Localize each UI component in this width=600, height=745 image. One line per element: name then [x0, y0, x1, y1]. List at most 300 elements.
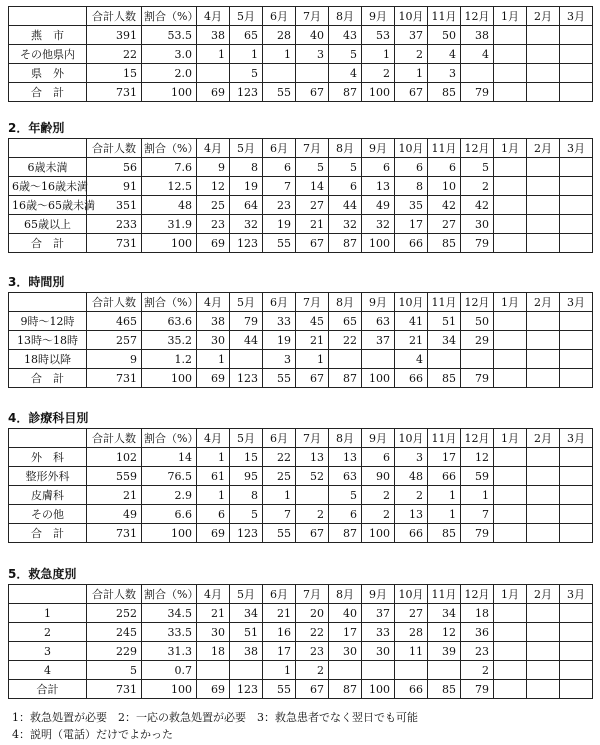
section-title-time: 3．時間別: [8, 275, 65, 289]
table-cell: 9: [197, 158, 230, 177]
table-cell: [527, 158, 560, 177]
table-cell: [527, 177, 560, 196]
table-cell: 44: [230, 331, 263, 350]
table-cell: 12: [461, 448, 494, 467]
table-cell: [494, 196, 527, 215]
table-cell: 55: [263, 83, 296, 102]
table-cell: 61: [197, 467, 230, 486]
table-cell: [560, 312, 593, 331]
table-cell: 23: [197, 215, 230, 234]
table-cell: [527, 524, 560, 543]
table-row: [9, 604, 593, 623]
table-cell: 123: [230, 680, 263, 699]
table-cell: 2: [296, 661, 329, 680]
column-header: 9月: [362, 139, 395, 158]
table-cell: 6: [395, 158, 428, 177]
table-cell: 1: [230, 45, 263, 64]
table-row: [9, 486, 593, 505]
table-cell: [527, 623, 560, 642]
table-cell: 1: [428, 486, 461, 505]
table-cell: 17: [395, 215, 428, 234]
table-cell: 4: [461, 45, 494, 64]
table-cell: 731: [87, 680, 142, 699]
table-cell: 252: [87, 604, 142, 623]
table-cell: 18: [197, 642, 230, 661]
table-cell: 5: [87, 661, 142, 680]
table-cell: 7.6: [142, 158, 197, 177]
table-cell: 85: [428, 680, 461, 699]
table-cell: 49: [87, 505, 142, 524]
column-header: 2月: [527, 7, 560, 26]
table-cell: 32: [230, 215, 263, 234]
table-cell: 5: [329, 158, 362, 177]
column-header: 1月: [494, 139, 527, 158]
table-cell: 32: [362, 215, 395, 234]
table-urgency: [8, 584, 593, 699]
table-cell: 1: [395, 64, 428, 83]
row-label: 18時以降: [9, 350, 87, 369]
table-cell: 79: [461, 83, 494, 102]
table-cell: 85: [428, 234, 461, 253]
footnote-line: 4：説明（電話）だけでよかった: [12, 728, 173, 741]
table-cell: 1: [197, 350, 230, 369]
table-row: [9, 505, 593, 524]
table-cell: 25: [263, 467, 296, 486]
table-region: [8, 6, 593, 102]
table-cell: 14: [296, 177, 329, 196]
table-cell: [230, 661, 263, 680]
column-header: 合計人数: [87, 139, 142, 158]
table-cell: [230, 350, 263, 369]
table-cell: 32: [329, 215, 362, 234]
table-cell: 3: [296, 45, 329, 64]
table-cell: 7: [263, 505, 296, 524]
table-cell: [527, 215, 560, 234]
table-cell: [560, 234, 593, 253]
table-cell: 66: [395, 234, 428, 253]
table-cell: 2: [296, 505, 329, 524]
table-cell: 38: [230, 642, 263, 661]
table-cell: 15: [87, 64, 142, 83]
table-cell: [494, 642, 527, 661]
table-cell: 79: [461, 234, 494, 253]
table-cell: 351: [87, 196, 142, 215]
table-row: [9, 83, 593, 102]
footnote-line: 1：救急処置が必要 2：一応の救急処置が必要 3：救急患者でなく翌日でも可能: [12, 711, 418, 724]
table-cell: 69: [197, 680, 230, 699]
table-cell: [494, 524, 527, 543]
table-cell: [560, 448, 593, 467]
table-cell: [362, 350, 395, 369]
table-row: [9, 661, 593, 680]
table-cell: 48: [142, 196, 197, 215]
table-cell: 35: [395, 196, 428, 215]
column-header: 7月: [296, 139, 329, 158]
column-header: 3月: [560, 293, 593, 312]
column-header: 6月: [263, 293, 296, 312]
column-header: [9, 585, 87, 604]
column-header: 4月: [197, 585, 230, 604]
table-cell: 28: [395, 623, 428, 642]
table-cell: 64: [230, 196, 263, 215]
table-cell: 29: [461, 331, 494, 350]
table-cell: 90: [362, 467, 395, 486]
table-cell: 34: [230, 604, 263, 623]
table-cell: 52: [296, 467, 329, 486]
table-cell: 91: [87, 177, 142, 196]
column-header: [9, 429, 87, 448]
table-cell: [527, 196, 560, 215]
table-cell: 33: [362, 623, 395, 642]
table-cell: [395, 661, 428, 680]
table-cell: 0.7: [142, 661, 197, 680]
table-cell: 67: [296, 234, 329, 253]
table-cell: 100: [142, 234, 197, 253]
table-cell: [560, 467, 593, 486]
table-cell: 63: [329, 467, 362, 486]
row-label: 3: [9, 642, 87, 661]
table-cell: [560, 661, 593, 680]
table-cell: 21: [263, 604, 296, 623]
table-row: [9, 524, 593, 543]
table-cell: [494, 45, 527, 64]
footnotes: [12, 709, 418, 743]
table-cell: 76.5: [142, 467, 197, 486]
column-header: 9月: [362, 429, 395, 448]
table-age: [8, 138, 593, 253]
row-label: 外 科: [9, 448, 87, 467]
table-cell: 48: [395, 467, 428, 486]
table-row: [9, 177, 593, 196]
column-header: [9, 7, 87, 26]
table-cell: 123: [230, 234, 263, 253]
table-cell: 22: [87, 45, 142, 64]
table-cell: 42: [461, 196, 494, 215]
table-cell: 100: [362, 234, 395, 253]
row-label: 6歳～16歳未満: [9, 177, 87, 196]
table-cell: 37: [362, 604, 395, 623]
column-header: 1月: [494, 429, 527, 448]
table-cell: 1.2: [142, 350, 197, 369]
table-cell: 33: [263, 312, 296, 331]
table-cell: 30: [329, 642, 362, 661]
table-cell: 87: [329, 524, 362, 543]
table-cell: [329, 661, 362, 680]
table-cell: 100: [142, 680, 197, 699]
table-cell: [560, 623, 593, 642]
table-cell: 2: [362, 486, 395, 505]
table-cell: [494, 177, 527, 196]
table-cell: [560, 680, 593, 699]
column-header: 11月: [428, 585, 461, 604]
table-cell: 49: [362, 196, 395, 215]
table-cell: 5: [230, 64, 263, 83]
column-header: 8月: [329, 7, 362, 26]
table-cell: 13: [329, 448, 362, 467]
table-cell: 65: [329, 312, 362, 331]
table-cell: 2: [362, 64, 395, 83]
column-header: 12月: [461, 585, 494, 604]
table-cell: 1: [197, 486, 230, 505]
column-header: 8月: [329, 585, 362, 604]
table-cell: [494, 215, 527, 234]
table-cell: 123: [230, 83, 263, 102]
table-cell: 8: [395, 177, 428, 196]
table-cell: 1: [461, 486, 494, 505]
column-header: 1月: [494, 7, 527, 26]
row-label: 6歳未満: [9, 158, 87, 177]
table-cell: 6: [329, 177, 362, 196]
table-cell: 85: [428, 83, 461, 102]
table-cell: 100: [142, 83, 197, 102]
table-cell: 14: [142, 448, 197, 467]
table-cell: 50: [461, 312, 494, 331]
table-cell: 6: [197, 505, 230, 524]
table-cell: [494, 350, 527, 369]
column-header: 9月: [362, 585, 395, 604]
table-cell: 79: [461, 369, 494, 388]
column-header: 5月: [230, 139, 263, 158]
table-cell: 3: [263, 350, 296, 369]
column-header: 7月: [296, 429, 329, 448]
table-cell: 27: [395, 604, 428, 623]
table-cell: 3.0: [142, 45, 197, 64]
table-cell: 245: [87, 623, 142, 642]
table-cell: 30: [362, 642, 395, 661]
table-cell: 43: [329, 26, 362, 45]
table-cell: 13: [362, 177, 395, 196]
column-header: 割合（%）: [142, 7, 197, 26]
table-cell: 44: [329, 196, 362, 215]
column-header: 11月: [428, 293, 461, 312]
table-cell: 38: [197, 26, 230, 45]
table-row: [9, 26, 593, 45]
table-cell: 20: [296, 604, 329, 623]
table-header-row: [9, 293, 593, 312]
table-cell: 95: [230, 467, 263, 486]
table-cell: 36: [461, 623, 494, 642]
table-cell: 16: [263, 623, 296, 642]
column-header: 4月: [197, 293, 230, 312]
table-cell: 6.6: [142, 505, 197, 524]
table-cell: 6: [362, 158, 395, 177]
table-cell: [527, 505, 560, 524]
table-cell: 12: [197, 177, 230, 196]
column-header: 3月: [560, 7, 593, 26]
table-cell: [329, 350, 362, 369]
table-cell: 66: [395, 524, 428, 543]
table-cell: [560, 642, 593, 661]
table-cell: [527, 486, 560, 505]
column-header: 4月: [197, 429, 230, 448]
table-cell: 17: [329, 623, 362, 642]
column-header: 割合（%）: [142, 585, 197, 604]
table-row: [9, 331, 593, 350]
table-cell: [527, 604, 560, 623]
table-cell: 69: [197, 369, 230, 388]
column-header: 割合（%）: [142, 429, 197, 448]
table-cell: 233: [87, 215, 142, 234]
table-cell: 41: [395, 312, 428, 331]
row-label: その他: [9, 505, 87, 524]
table-cell: [560, 45, 593, 64]
section-title-urgency: 5．救急度別: [8, 567, 77, 581]
table-cell: 100: [362, 369, 395, 388]
table-cell: 229: [87, 642, 142, 661]
table-cell: 31.9: [142, 215, 197, 234]
table-cell: [560, 486, 593, 505]
table-cell: 1: [296, 350, 329, 369]
table-cell: 66: [395, 680, 428, 699]
row-label: 県 外: [9, 64, 87, 83]
table-cell: 33.5: [142, 623, 197, 642]
table-cell: 6: [428, 158, 461, 177]
table-cell: [494, 604, 527, 623]
table-cell: 27: [296, 196, 329, 215]
table-cell: 69: [197, 524, 230, 543]
column-header: 11月: [428, 7, 461, 26]
table-cell: 5: [329, 486, 362, 505]
column-header: 10月: [395, 429, 428, 448]
table-cell: 100: [142, 524, 197, 543]
table-cell: 6: [263, 158, 296, 177]
column-header: 6月: [263, 139, 296, 158]
table-cell: [494, 83, 527, 102]
column-header: 5月: [230, 585, 263, 604]
column-header: 12月: [461, 7, 494, 26]
table-cell: 100: [362, 83, 395, 102]
table-cell: 731: [87, 83, 142, 102]
table-cell: 87: [329, 234, 362, 253]
table-cell: 30: [197, 331, 230, 350]
table-cell: 1: [197, 45, 230, 64]
table-cell: 56: [87, 158, 142, 177]
table-cell: 2: [395, 45, 428, 64]
table-cell: 2: [461, 177, 494, 196]
column-header: 10月: [395, 585, 428, 604]
table-cell: [461, 64, 494, 83]
table-cell: 37: [395, 26, 428, 45]
table-row: [9, 642, 593, 661]
table-header-row: [9, 139, 593, 158]
table-cell: 102: [87, 448, 142, 467]
column-header: 5月: [230, 429, 263, 448]
table-cell: 559: [87, 467, 142, 486]
table-cell: [560, 83, 593, 102]
table-cell: 39: [428, 642, 461, 661]
column-header: 9月: [362, 7, 395, 26]
table-row: [9, 350, 593, 369]
table-cell: 87: [329, 83, 362, 102]
table-row: [9, 680, 593, 699]
table-cell: 4: [395, 350, 428, 369]
table-cell: 100: [142, 369, 197, 388]
column-header: [9, 293, 87, 312]
table-cell: 2: [395, 486, 428, 505]
table-cell: 30: [197, 623, 230, 642]
column-header: 10月: [395, 139, 428, 158]
table-cell: 123: [230, 524, 263, 543]
column-header: 6月: [263, 585, 296, 604]
table-cell: 22: [296, 623, 329, 642]
table-cell: 67: [296, 369, 329, 388]
table-cell: [494, 369, 527, 388]
column-header: 2月: [527, 293, 560, 312]
table-time: [8, 292, 593, 388]
table-cell: 19: [230, 177, 263, 196]
table-cell: 1: [263, 45, 296, 64]
table-cell: 731: [87, 369, 142, 388]
table-cell: 63: [362, 312, 395, 331]
row-label: 燕 市: [9, 26, 87, 45]
table-cell: [494, 312, 527, 331]
table-cell: 5: [230, 505, 263, 524]
table-cell: [560, 505, 593, 524]
column-header: 7月: [296, 7, 329, 26]
table-cell: [494, 26, 527, 45]
column-header: 3月: [560, 139, 593, 158]
table-cell: 1: [428, 505, 461, 524]
table-cell: [494, 158, 527, 177]
column-header: 10月: [395, 293, 428, 312]
table-header-row: [9, 7, 593, 26]
table-row: [9, 45, 593, 64]
column-header: 3月: [560, 585, 593, 604]
table-cell: [560, 196, 593, 215]
table-row: [9, 312, 593, 331]
table-row: [9, 158, 593, 177]
column-header: 11月: [428, 429, 461, 448]
table-cell: 17: [428, 448, 461, 467]
table-cell: 35.2: [142, 331, 197, 350]
table-cell: 5: [296, 158, 329, 177]
column-header: 合計人数: [87, 293, 142, 312]
table-cell: [527, 680, 560, 699]
table-cell: [560, 369, 593, 388]
table-cell: 9: [87, 350, 142, 369]
table-cell: [560, 26, 593, 45]
table-cell: 21: [395, 331, 428, 350]
column-header: 合計人数: [87, 585, 142, 604]
table-cell: 25: [197, 196, 230, 215]
table-cell: [527, 64, 560, 83]
table-cell: 19: [263, 215, 296, 234]
table-row: [9, 234, 593, 253]
table-cell: [296, 486, 329, 505]
table-cell: [560, 64, 593, 83]
table-header-row: [9, 585, 593, 604]
table-cell: [494, 467, 527, 486]
column-header: 割合（%）: [142, 293, 197, 312]
table-row: [9, 64, 593, 83]
table-cell: 465: [87, 312, 142, 331]
table-cell: 100: [362, 680, 395, 699]
table-cell: 12.5: [142, 177, 197, 196]
table-cell: 2: [362, 505, 395, 524]
row-label: 1: [9, 604, 87, 623]
table-cell: 50: [428, 26, 461, 45]
section-title-age: 2．年齢別: [8, 121, 65, 135]
table-header-row: [9, 429, 593, 448]
table-cell: [560, 215, 593, 234]
table-cell: 67: [395, 83, 428, 102]
table-cell: 55: [263, 234, 296, 253]
table-cell: [527, 448, 560, 467]
table-cell: 257: [87, 331, 142, 350]
table-cell: 34: [428, 604, 461, 623]
table-cell: 63.6: [142, 312, 197, 331]
table-department: [8, 428, 593, 543]
